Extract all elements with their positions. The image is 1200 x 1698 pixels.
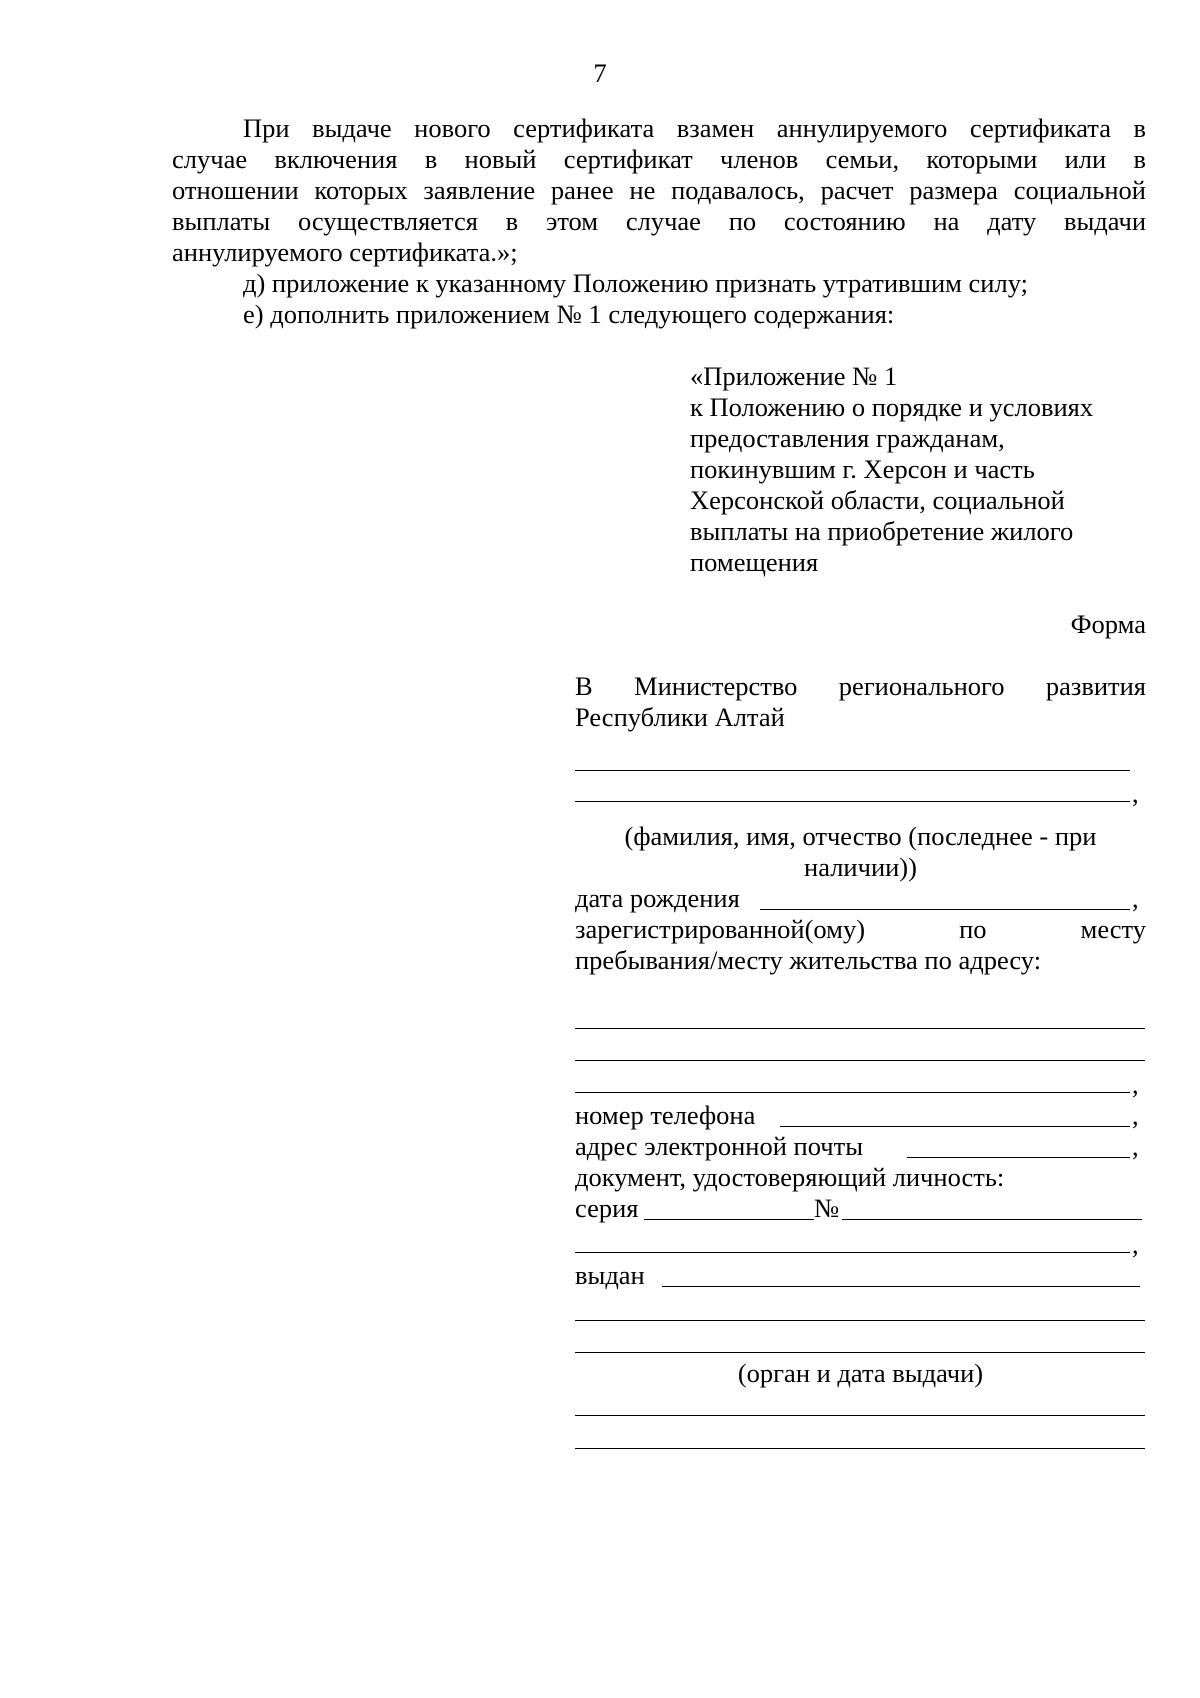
comma: , — [1132, 1131, 1139, 1161]
email-underline — [907, 1157, 1130, 1158]
birth-date-underline — [760, 909, 1130, 910]
comma: , — [1132, 883, 1139, 913]
address-underline — [575, 1028, 1145, 1029]
appendix-line: Херсонской области, социальной — [690, 485, 1065, 515]
appendix-line: к Положению о порядке и условиях — [690, 392, 1094, 422]
issuer-hint: (орган и дата выдачи) — [737, 1358, 984, 1388]
form-label: Форма — [1070, 609, 1146, 639]
series-label: серия — [575, 1193, 639, 1223]
registered-line: пребывания/месту жительства по адресу: — [575, 945, 1042, 975]
extra-underline — [575, 1448, 1145, 1449]
number-label: № — [814, 1193, 840, 1223]
item-d: д) приложение к указанному Положению признать утратившим силу; — [243, 268, 1028, 298]
comma: , — [1132, 1069, 1139, 1099]
comma: , — [1132, 1100, 1139, 1130]
paragraph-line: При выдаче нового сертификата взамен аннулируемого сертификата в — [243, 113, 1146, 143]
appendix-line: помещения — [690, 547, 819, 577]
fio-underline — [575, 770, 1130, 771]
paragraph-line: аннулируемого сертификата.»; — [172, 237, 518, 267]
comma: , — [1132, 778, 1139, 808]
issued-underline — [662, 1286, 1140, 1287]
paragraph-line: отношении которых заявление ранее не подавалось, расчет размера социальной — [172, 175, 1146, 205]
comma: , — [1132, 1229, 1139, 1259]
address-underline — [575, 1092, 1130, 1093]
issued-underline — [575, 1352, 1145, 1353]
id-extra-underline — [575, 1252, 1130, 1253]
registered-line: зарегистрированной(ому) по месту — [575, 914, 1146, 944]
id-document-label: документ, удостоверяющий личность: — [575, 1162, 1005, 1192]
issued-underline — [575, 1320, 1145, 1321]
paragraph-line: выплаты осуществляется в этом случае по состоянию на дату выдачи — [172, 206, 1146, 236]
paragraph-line: случае включения в новый сертификат членов семьи, которыми или в — [172, 144, 1146, 174]
fio-underline — [575, 801, 1130, 802]
appendix-line: предоставления гражданам, — [690, 423, 1005, 453]
appendix-line: «Приложение № 1 — [690, 361, 898, 391]
phone-label: номер телефона — [575, 1100, 756, 1130]
appendix-line: покинувшим г. Херсон и часть — [690, 454, 1035, 484]
number-underline — [842, 1219, 1142, 1220]
address-underline — [575, 1060, 1145, 1061]
appendix-line: выплаты на приобретение жилого — [690, 516, 1074, 546]
fio-hint: наличии)) — [804, 852, 917, 882]
phone-underline — [780, 1126, 1130, 1127]
extra-underline — [575, 1415, 1145, 1416]
fio-hint: (фамилия, имя, отчество (последнее - при — [624, 821, 1097, 851]
issued-label: выдан — [575, 1260, 645, 1290]
addressee-line: В Министерство регионального развития — [575, 671, 1146, 701]
email-label: адрес электронной почты — [575, 1131, 863, 1161]
item-e: е) дополнить приложением № 1 следующего содержания: — [243, 299, 895, 329]
birth-date-label: дата рождения — [575, 883, 740, 913]
series-underline — [644, 1219, 814, 1220]
addressee-line: Республики Алтай — [575, 702, 785, 732]
page-number: 7 — [593, 58, 607, 88]
